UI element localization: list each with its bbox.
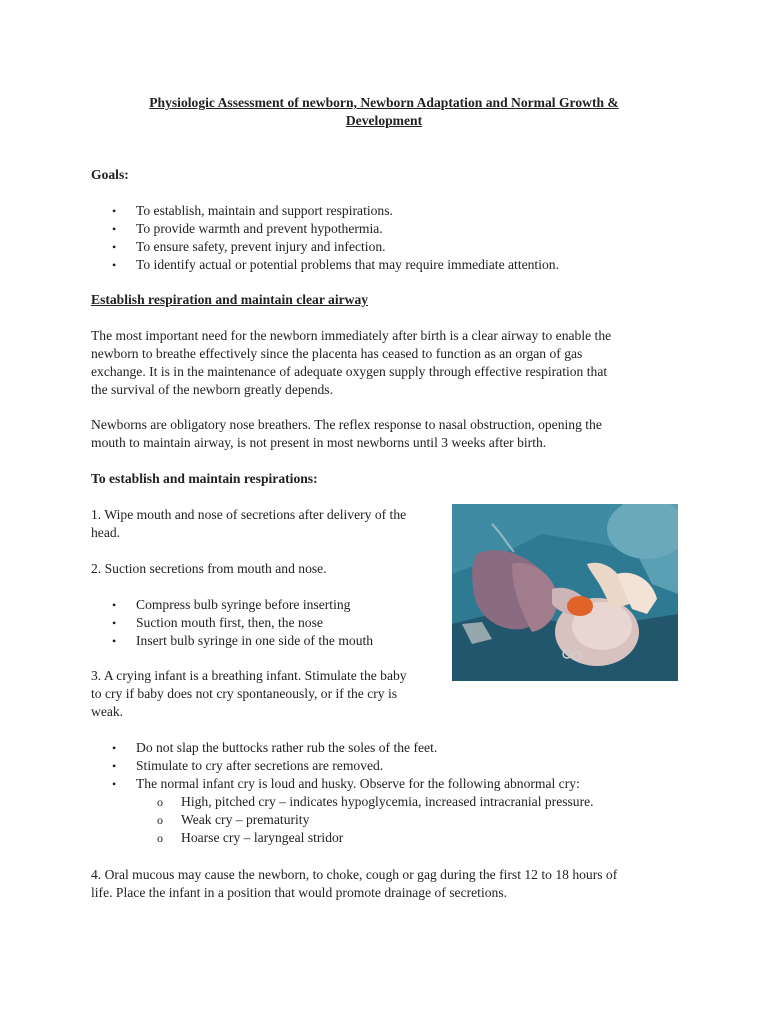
section-heading-respirations: To establish and maintain respirations: bbox=[91, 471, 318, 486]
text-line: 1. Wipe mouth and nose of secretions after delivery of the bbox=[91, 507, 407, 522]
text-line: exchange. It is in the maintenance of adequate oxygen supply through effective respiration that bbox=[91, 364, 608, 379]
paragraph-airway-importance bbox=[91, 327, 691, 399]
text-line: 3. A crying infant is a breathing infant. Stimulate the baby bbox=[91, 668, 407, 683]
list-item: • To establish, maintain and support respirations. bbox=[91, 202, 559, 220]
goals-list bbox=[91, 202, 559, 274]
cry-list bbox=[91, 739, 580, 793]
text-line: weak. bbox=[91, 704, 124, 719]
list-item: • Insert bulb syringe in one side of the mouth bbox=[91, 632, 373, 650]
list-item: • Stimulate to cry after secretions are removed. bbox=[91, 757, 580, 775]
step-4 bbox=[91, 866, 691, 902]
text-line: Newborns are obligatory nose breathers. The reflex response to nasal obstruction, opening the bbox=[91, 417, 602, 432]
newborn-delivery-photo bbox=[452, 504, 678, 681]
goals-heading: Goals: bbox=[91, 167, 129, 182]
suction-list bbox=[91, 596, 373, 650]
title-line-2: Development bbox=[345, 113, 423, 128]
title-line-1: Physiologic Assessment of newborn, Newborn Adaptation and Normal Growth & bbox=[149, 95, 619, 110]
list-item: • Do not slap the buttocks rather rub the soles of the feet. bbox=[91, 739, 580, 757]
text-line: mouth to maintain airway, is not present in most newborns until 3 weeks after birth. bbox=[91, 435, 547, 450]
list-item: • Compress bulb syringe before inserting bbox=[91, 596, 373, 614]
text-line: to cry if baby does not cry spontaneously, or if the cry is bbox=[91, 686, 398, 701]
list-item: o High, pitched cry – indicates hypoglycemia, increased intracranial pressure. bbox=[91, 793, 594, 811]
section-heading-airway: Establish respiration and maintain clear airway bbox=[91, 292, 369, 307]
list-item: • To provide warmth and prevent hypothermia. bbox=[91, 220, 559, 238]
paragraph-nose-breathers bbox=[91, 416, 691, 452]
step-3 bbox=[91, 667, 451, 721]
abnormal-cry-list bbox=[91, 793, 594, 847]
document-title bbox=[100, 94, 668, 130]
text-line: head. bbox=[91, 525, 121, 540]
step-1 bbox=[91, 506, 451, 542]
text-line: newborn to breathe effectively since the placenta has ceased to function as an organ of gas bbox=[91, 346, 583, 361]
list-item: • To identify actual or potential problems that may require immediate attention. bbox=[91, 256, 559, 274]
list-item: • Suction mouth first, then, the nose bbox=[91, 614, 373, 632]
list-item: o Weak cry – prematurity bbox=[91, 811, 594, 829]
step-2: 2. Suction secretions from mouth and nose. bbox=[91, 561, 327, 576]
text-line: life. Place the infant in a position that would promote drainage of secretions. bbox=[91, 885, 508, 900]
newborn-delivery-illustration bbox=[452, 504, 678, 681]
list-item: • The normal infant cry is loud and husky. Observe for the following abnormal cry: bbox=[91, 775, 580, 793]
text-line: the survival of the newborn greatly depends. bbox=[91, 382, 333, 397]
text-line: The most important need for the newborn immediately after birth is a clear airway to enable the bbox=[91, 328, 612, 343]
text-line: 4. Oral mucous may cause the newborn, to choke, cough or gag during the first 12 to 18 hours of bbox=[91, 867, 618, 882]
list-item: o Hoarse cry – laryngeal stridor bbox=[91, 829, 594, 847]
list-item: • To ensure safety, prevent injury and infection. bbox=[91, 238, 559, 256]
